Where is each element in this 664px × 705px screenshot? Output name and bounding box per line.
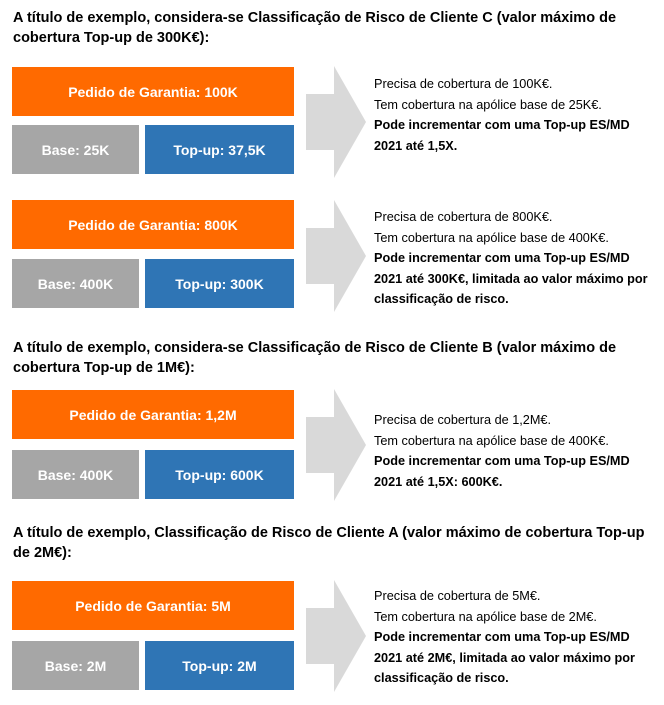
topup-coverage-box: Top-up: 37,5K [145, 125, 294, 174]
topup-coverage-box: Top-up: 300K [145, 259, 294, 308]
base-coverage-box: Base: 2M [12, 641, 139, 690]
base-coverage-text: Tem cobertura na apólice base de 400K€. [374, 230, 609, 245]
coverage-needed-text: Precisa de cobertura de 100K€. [374, 77, 553, 91]
topup-coverage-box: Top-up: 2M [145, 641, 294, 690]
topup-increment-text: Pode incrementar com uma Top-up ES/MD 2021 até 300K€, limitada ao valor máximo por classificação de risco. [374, 251, 648, 306]
right-arrow-icon [306, 389, 366, 501]
base-coverage-text: Tem cobertura na apólice base de 25K€. [374, 97, 602, 112]
guarantee-request-box: Pedido de Garantia: 1,2M [12, 390, 294, 439]
base-coverage-box: Base: 400K [12, 259, 139, 308]
coverage-needed-text: Precisa de cobertura de 1,2M€. [374, 413, 552, 427]
base-coverage-box: Base: 400K [12, 450, 139, 499]
section-heading-risk-c: A título de exemplo, considera-se Classificação de Risco de Cliente C (valor máximo de cobertura Top-up de 300K€): [13, 10, 617, 46]
guarantee-request-box: Pedido de Garantia: 800K [12, 200, 294, 249]
section-heading-risk-b: A título de exemplo, considera-se Classificação de Risco de Cliente B (valor máximo de cobertura Top-up de 1M€): [13, 340, 617, 376]
guarantee-request-box: Pedido de Garantia: 100K [12, 67, 294, 116]
example-description [374, 410, 654, 492]
topup-increment-text: Pode incrementar com uma Top-up ES/MD 2021 até 1,5X. [374, 118, 630, 153]
topup-increment-text: Pode incrementar com uma Top-up ES/MD 2021 até 2M€, limitada ao valor máximo por classificação de risco. [374, 630, 635, 685]
coverage-needed-text: Precisa de cobertura de 800K€. [374, 210, 553, 224]
topup-increment-text: Pode incrementar com uma Top-up ES/MD 2021 até 1,5X: 600K€. [374, 454, 630, 489]
example-description [374, 207, 654, 310]
example-description [374, 586, 654, 689]
base-coverage-box: Base: 25K [12, 125, 139, 174]
right-arrow-icon [306, 66, 366, 178]
coverage-needed-text: Precisa de cobertura de 5M€. [374, 589, 541, 603]
section-heading-risk-a: A título de exemplo, Classificação de Risco de Cliente A (valor máximo de cobertura Top-up de 2M€): [13, 525, 645, 561]
topup-coverage-box: Top-up: 600K [145, 450, 294, 499]
example-description [374, 74, 654, 156]
guarantee-request-box: Pedido de Garantia: 5M [12, 581, 294, 630]
base-coverage-text: Tem cobertura na apólice base de 400K€. [374, 433, 609, 448]
right-arrow-icon [306, 200, 366, 312]
right-arrow-icon [306, 580, 366, 692]
base-coverage-text: Tem cobertura na apólice base de 2M€. [374, 609, 597, 624]
